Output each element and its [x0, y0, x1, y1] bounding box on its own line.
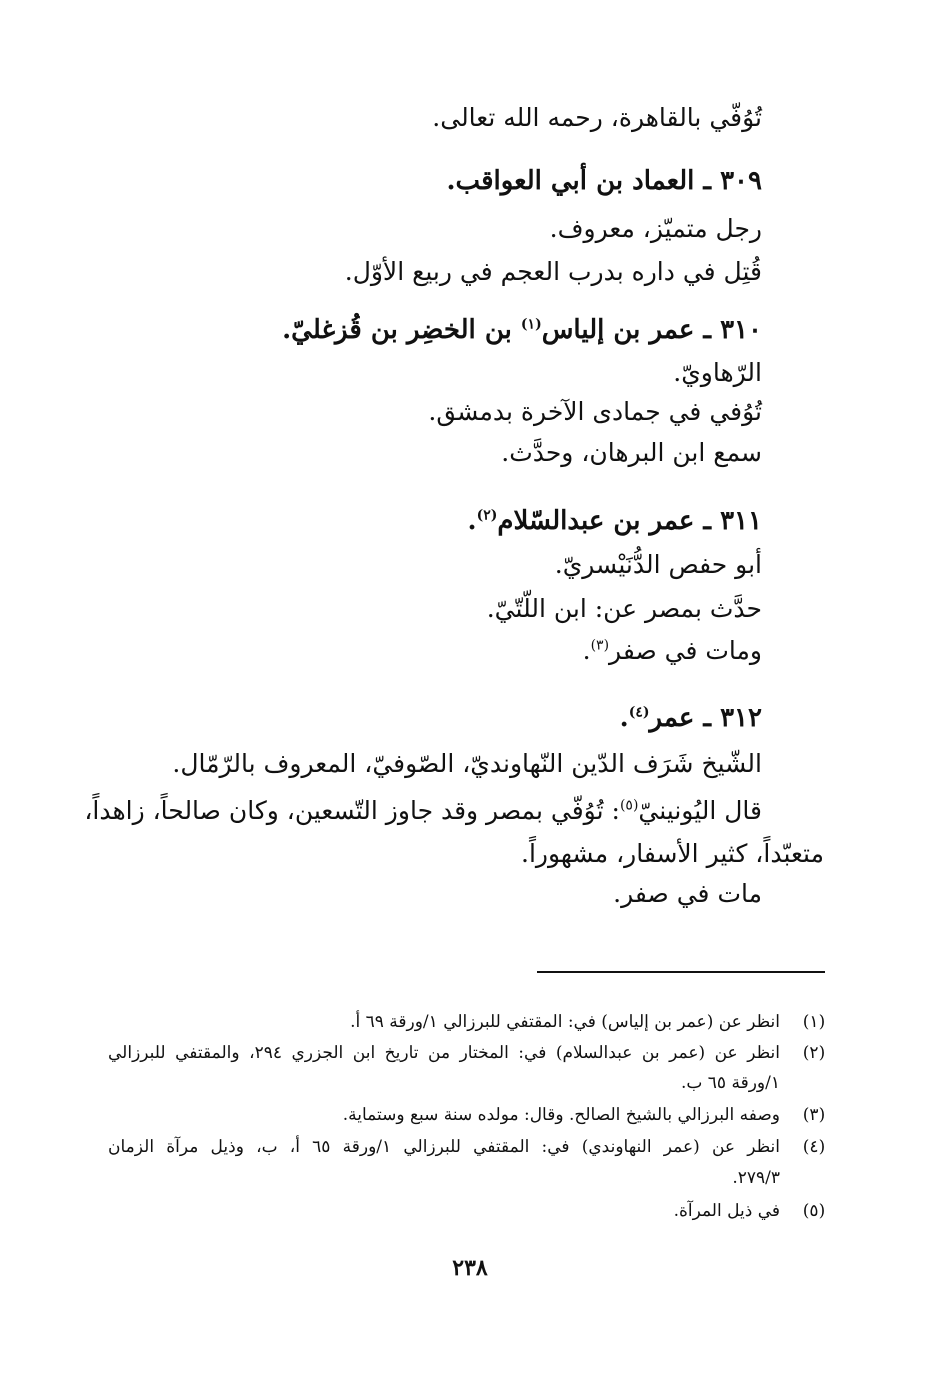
entry-309-line: قُتِل في داره بدرب العجم في ربيع الأوّل.	[344, 257, 762, 286]
footnote-marker: (٥)	[619, 797, 639, 814]
entry-310-line: سمع ابن البرهان، وحدَّث.	[501, 438, 762, 467]
line-text: قال اليُونينيّ	[638, 796, 762, 825]
footnote-marker: (٢)	[476, 507, 498, 524]
entry-311-line	[100, 633, 762, 669]
entry-310-line: الرّهاويّ.	[673, 358, 762, 387]
entry-heading-309: ٣٠٩ ـ العماد بن أبي العواقب.	[446, 166, 762, 196]
footnote-marker: (٣)	[590, 637, 610, 654]
heading-text: بن الخضِر بن قُزغليّ.	[282, 315, 521, 345]
footnote-marker: (١)	[520, 316, 542, 333]
entry-312-line	[84, 793, 762, 829]
entry-312-line: الشّيخ شَرَف الدّين النّهاونديّ، الصّوفيّ، المعروف بالرّمّال.	[172, 749, 762, 778]
entry-311-line: حدَّث بمصر عن: ابن اللّتّيّ.	[486, 594, 762, 623]
footnote-number: (٢)	[802, 1043, 826, 1063]
entry-309-line: رجل متميّز، معروف.	[549, 214, 762, 243]
footnote-text: انظر عن (عمر النهاوندي) في: المقتفي للبرزالي ١/ورقة ٦٥ أ، ب، وذيل مرآة الزمان	[108, 1137, 780, 1157]
line-text: ومات في صفر	[609, 636, 762, 665]
entry-312-line: متعبّداً، كثير الأسفار، مشهوراً.	[521, 839, 824, 868]
footnote-number: (١)	[802, 1012, 826, 1032]
heading-text: ٣١٠ ـ عمر بن إلياس	[541, 315, 762, 345]
footnote-text: في ذيل المرآة.	[673, 1201, 780, 1221]
heading-text: .	[467, 506, 477, 536]
entry-heading-312	[100, 700, 762, 736]
heading-text: ٣١١ ـ عمر بن عبدالسّلام	[497, 506, 762, 536]
entry-312-line: مات في صفر.	[613, 879, 762, 908]
line-text: : تُوُفّي بمصر وقد جاوز التّسعين، وكان صالحاً، زاهداً،	[84, 796, 620, 825]
footnote-text: انظر عن (عمر بن إلياس) في: المقتفي للبرزالي ١/ورقة ٦٩ أ.	[350, 1012, 780, 1032]
page-number: ٢٣٨	[452, 1255, 488, 1281]
footnote-text: وصفه البرزالي بالشيخ الصالح. وقال: مولده سنة سبع وستماية.	[342, 1105, 780, 1125]
footnote-number: (٤)	[802, 1137, 826, 1157]
entry-311-line: أبو حفص الدُّنَيْسريّ.	[554, 550, 762, 579]
footnote-number: (٥)	[802, 1201, 826, 1221]
entry-heading-311	[100, 503, 762, 539]
body-line: تُوُفّي بالقاهرة، رحمه الله تعالى.	[432, 103, 762, 132]
footnote-text: ٢٧٩/٣.	[732, 1168, 780, 1188]
footnote-separator	[537, 971, 825, 973]
footnote-text: انظر عن (عمر بن عبدالسلام) في: المختار من تاريخ ابن الجزري ٢٩٤، والمقتفي للبرزالي	[108, 1043, 780, 1063]
heading-text: ٣١٢ ـ عمر	[649, 703, 762, 733]
footnote-number: (٣)	[802, 1105, 826, 1125]
footnote-text: ١/ورقة ٦٥ ب.	[680, 1073, 780, 1093]
line-text: .	[582, 636, 591, 665]
heading-text: .	[619, 703, 629, 733]
footnote-marker: (٤)	[628, 704, 650, 721]
entry-heading-310	[100, 312, 762, 348]
entry-310-line: تُوُفي في جمادى الآخرة بدمشق.	[428, 397, 762, 426]
